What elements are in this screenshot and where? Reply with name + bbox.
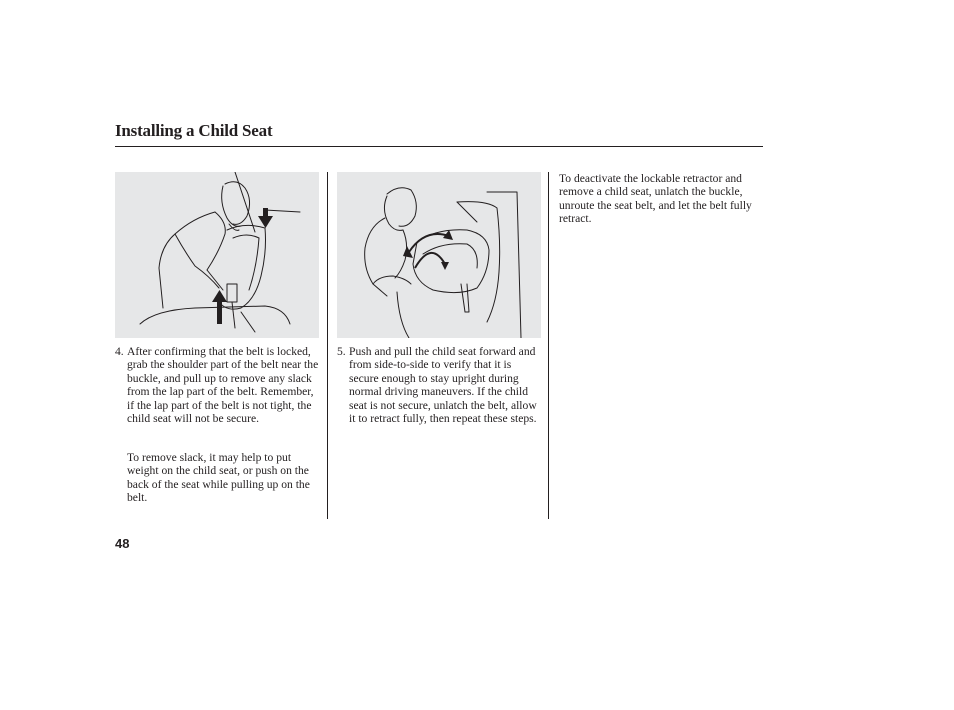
- step-4-note: To remove slack, it may help to put weight on the child seat, or push on the back of the seat while pulling up on the belt.: [127, 451, 310, 505]
- step-5-number: 5.: [337, 345, 346, 358]
- deactivate-retractor-text: To deactivate the lockable retractor and remove a child seat, unlatch the buckle, unroute the seat belt, and let the belt fully retract.: [559, 172, 752, 226]
- page-title: Installing a Child Seat: [115, 121, 273, 140]
- step-5-text: Push and pull the child seat forward and from side-to-side to verify that it is secure enough to stay upright during normal driving maneuvers. If the child seat is not secure, unlatch the belt, allow it to retract fully, then repeat these steps.: [349, 345, 537, 426]
- column-divider-2: [548, 172, 549, 519]
- step-4-number: 4.: [115, 345, 124, 358]
- illustration-push-pull-seat: [337, 172, 541, 338]
- column-divider-1: [327, 172, 328, 519]
- step-4: [115, 345, 320, 425]
- title-underline: [115, 146, 763, 147]
- step-5: [337, 345, 543, 425]
- illustration-pull-belt: [115, 172, 319, 338]
- page-number: 48: [115, 536, 130, 551]
- step-4-text: After confirming that the belt is locked, grab the shoulder part of the belt near the buckle, and pull up to remove any slack from the lap part of the belt. Remember, if the lap part of the belt is not tight, the child seat will not be secure.: [127, 345, 319, 426]
